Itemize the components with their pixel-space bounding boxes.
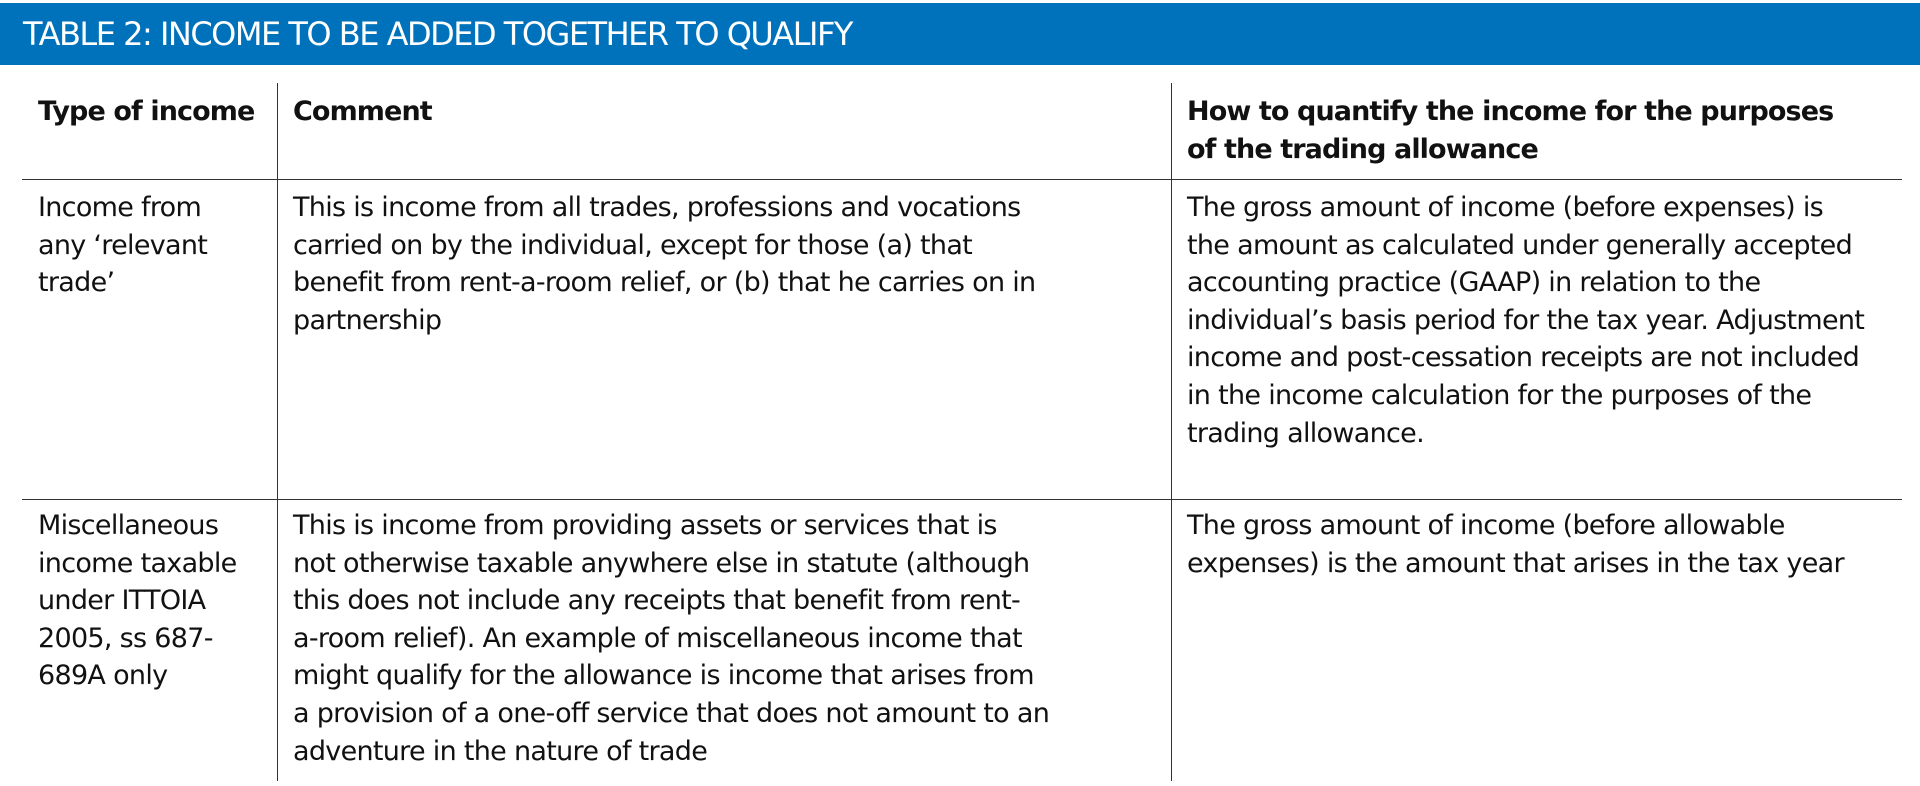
cell-line: accounting practice (GAAP) in relation to the xyxy=(1187,267,1761,299)
row2-quantify xyxy=(1187,507,1844,582)
cell-line: this does not include any receipts that benefit from rent- xyxy=(293,585,1021,617)
header-how-to-quantify xyxy=(1187,93,1833,168)
header-line: Type of income xyxy=(38,96,255,127)
cell-line: individual’s basis period for the tax year. Adjustment xyxy=(1187,304,1865,336)
cell-line: 689A only xyxy=(38,660,168,692)
row-divider xyxy=(22,499,1902,500)
cell-line: a provision of a one-off service that does not amount to an xyxy=(293,697,1050,729)
cell-line: This is income from providing assets or services that is xyxy=(293,510,997,541)
cell-line: Miscellaneous xyxy=(38,510,219,541)
cell-line: expenses) is the amount that arises in the tax year xyxy=(1187,547,1844,579)
cell-line: in the income calculation for the purposes of the xyxy=(1187,379,1812,411)
row2-comment xyxy=(293,507,1049,770)
cell-line: trade’ xyxy=(38,267,115,299)
cell-line: The gross amount of income (before allowable xyxy=(1187,510,1785,541)
cell-line: a-room relief). An example of miscellaneous income that xyxy=(293,622,1022,654)
header-comment xyxy=(293,93,432,131)
cell-line: carried on by the individual, except for those (a) that xyxy=(293,229,973,261)
header-row-divider xyxy=(22,179,1902,180)
cell-line: adventure in the nature of trade xyxy=(293,735,708,767)
row1-type-of-income xyxy=(38,189,207,302)
cell-line: Income from xyxy=(38,192,202,223)
row2-type-of-income xyxy=(38,507,237,695)
cell-line: income taxable xyxy=(38,547,237,579)
cell-line: not otherwise taxable anywhere else in statute (although xyxy=(293,547,1030,579)
header-line: of the trading allowance xyxy=(1187,133,1538,165)
header-line: Comment xyxy=(293,96,432,127)
cell-line: trading allowance. xyxy=(1187,417,1424,449)
cell-line: This is income from all trades, professions and vocations xyxy=(293,192,1021,223)
cell-line: any ‘relevant xyxy=(38,229,208,261)
cell-line: benefit from rent-a-room relief, or (b) that he carries on in xyxy=(293,267,1036,299)
cell-line: 2005, ss 687- xyxy=(38,622,213,654)
cell-line: under ITTOIA xyxy=(38,585,206,617)
header-type-of-income xyxy=(38,93,254,131)
cell-line: The gross amount of income (before expenses) is xyxy=(1187,192,1824,223)
cell-line: might qualify for the allowance is income that arises from xyxy=(293,660,1034,692)
cell-line: partnership xyxy=(293,304,442,336)
row1-quantify xyxy=(1187,189,1864,452)
header-line: How to quantify the income for the purposes xyxy=(1187,96,1834,127)
cell-line: income and post-cessation receipts are not included xyxy=(1187,342,1860,374)
table-title: TABLE 2: INCOME TO BE ADDED TOGETHER TO QUALIFY xyxy=(23,15,852,53)
row1-comment xyxy=(293,189,1035,339)
column-divider-2 xyxy=(1171,83,1172,781)
column-divider-1 xyxy=(277,83,278,781)
table-title-bar xyxy=(0,3,1920,65)
cell-line: the amount as calculated under generally accepted xyxy=(1187,229,1853,261)
